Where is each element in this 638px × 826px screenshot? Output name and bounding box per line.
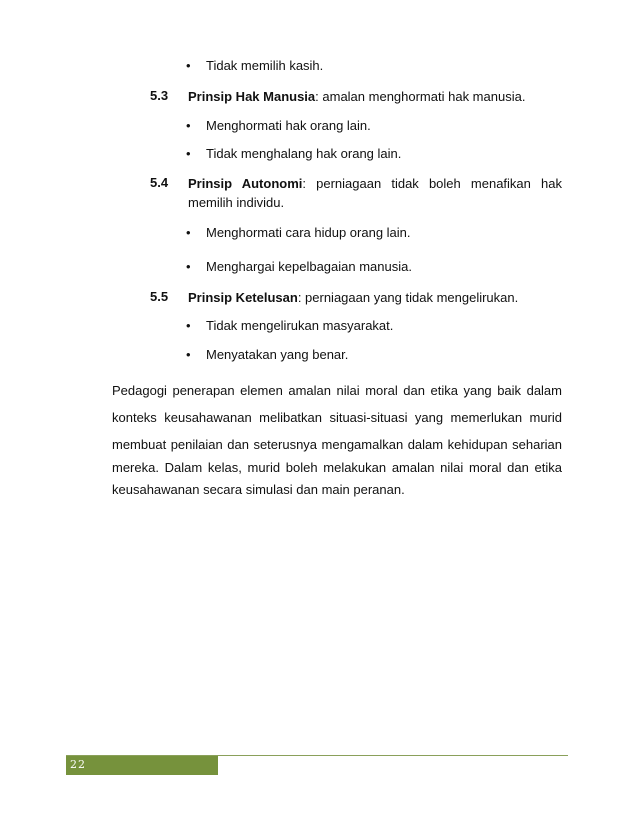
bullet-icon: • bbox=[186, 146, 191, 161]
principle-desc: : perniagaan yang tidak mengelirukan. bbox=[297, 290, 519, 305]
principle-text bbox=[188, 174, 562, 212]
section-number: 5.3 bbox=[150, 88, 169, 103]
principle-term: Prinsip Hak Manusia bbox=[188, 89, 316, 104]
principle-term: Prinsip Ketelusan bbox=[188, 290, 298, 305]
footer-page-tab bbox=[66, 756, 218, 775]
paragraph-line: membuat penilaian dan seterusnya mengamalkan dalam kehidupan seharian bbox=[112, 437, 562, 452]
bullet-item bbox=[186, 225, 411, 240]
section-number: 5.4 bbox=[150, 175, 169, 190]
paragraph-line: Pedagogi penerapan elemen amalan nilai moral dan etika yang baik dalam bbox=[112, 383, 562, 398]
paragraph-line: keusahawanan secara simulasi dan main peranan. bbox=[112, 482, 405, 497]
principle-text bbox=[188, 87, 562, 106]
principle-text bbox=[188, 288, 562, 307]
bullet-item bbox=[186, 146, 401, 161]
principle-desc: : amalan menghormati hak manusia. bbox=[315, 89, 526, 104]
bullet-text: Menghargai kepelbagaian manusia. bbox=[206, 259, 412, 274]
bullet-item bbox=[186, 118, 371, 133]
bullet-icon: • bbox=[186, 259, 191, 274]
bullet-text: Tidak menghalang hak orang lain. bbox=[206, 146, 402, 161]
bullet-text: Menyatakan yang benar. bbox=[206, 347, 349, 362]
bullet-item bbox=[186, 347, 348, 362]
bullet-text: Tidak mengelirukan masyarakat. bbox=[206, 318, 394, 333]
section-number: 5.5 bbox=[150, 289, 169, 304]
bullet-text: Menghormati cara hidup orang lain. bbox=[206, 225, 411, 240]
principle-desc: : perniagaan tidak boleh menafikan hak memilih individu. bbox=[188, 176, 562, 210]
bullet-icon: • bbox=[186, 347, 191, 362]
paragraph-line: konteks keusahawanan melibatkan situasi-situasi yang memerlukan murid bbox=[112, 410, 562, 425]
bullet-icon: • bbox=[186, 58, 191, 73]
bullet-icon: • bbox=[186, 118, 191, 133]
principle-term: Prinsip Autonomi bbox=[188, 176, 303, 191]
bullet-icon: • bbox=[186, 225, 191, 240]
paragraph-line: mereka. Dalam kelas, murid boleh melakukan amalan nilai moral dan etika bbox=[112, 460, 562, 475]
bullet-text: Tidak memilih kasih. bbox=[206, 58, 324, 73]
bullet-item bbox=[186, 58, 323, 73]
bullet-icon: • bbox=[186, 318, 191, 333]
page-number: 22 bbox=[70, 758, 86, 771]
bullet-item bbox=[186, 318, 393, 333]
bullet-text: Menghormati hak orang lain. bbox=[206, 118, 371, 133]
bullet-item bbox=[186, 259, 412, 274]
